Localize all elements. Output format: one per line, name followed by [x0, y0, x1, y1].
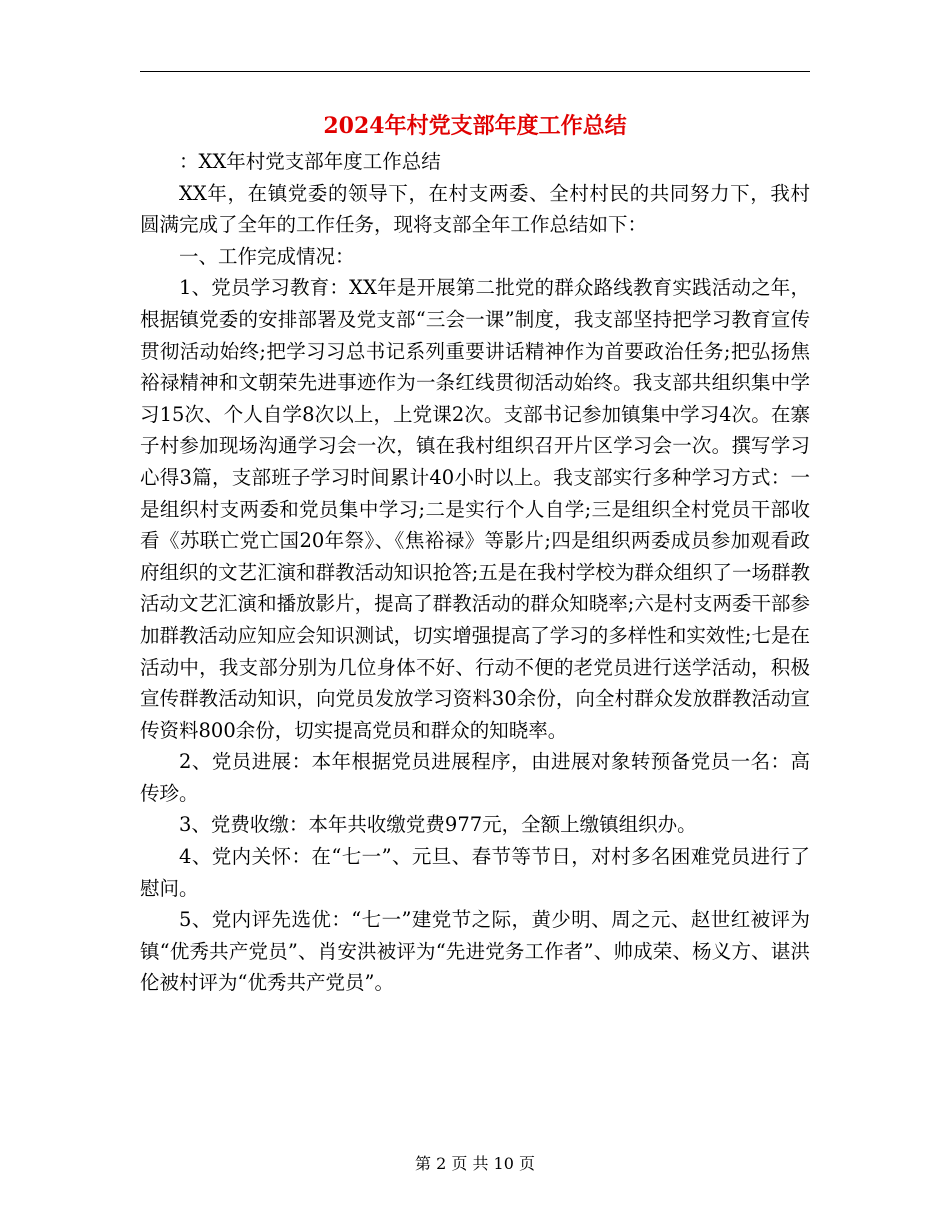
paragraph-item-3: 3、党费收缴：本年共收缴党费977元，全额上缴镇组织办。 [179, 813, 697, 837]
paragraph-subtitle: ：XX年村党支部年度工作总结 [179, 150, 441, 173]
document-body [140, 146, 810, 999]
paragraph-item-2: 2、党员进展：本年根据党员进展程序，由进展对象转预备党员一名：高传珍。 [140, 750, 810, 805]
paragraph-item-5: 5、党内评先选优：“七一”建党节之际，黄少明、周之元、赵世红被评为镇“优秀共产党员”、肖安洪被评为“先进党务工作者”、帅成荣、杨义方、谌洪伦被村评为“优秀共产党员”。 [140, 908, 810, 995]
header-rule [140, 71, 810, 72]
paragraph-item-1: 1、党员学习教育：XX年是开展第二批党的群众路线教育实践活动之年，根据镇党委的安排部署及党支部“三会一课”制度，我支部坚持把学习教育宣传贯彻活动始终;把学习习总书记系列重要讲话精神作为首要政治任务;把弘扬焦裕禄精神和文朝荣先进事迹作为一条红线贯彻活动始终。我支部共组织集中学习15次、个人自学8次以上，上党课2次。支部书记参加镇集中学习4次。在寨子村参加现场沟通学习会一次，镇在我村组织召开片区学习会一次。撰写学习心得3篇，支部班子学习时间累计40小时以上。我支部实行多种学习方式：一是组织村支两委和党员集中学习;二是实行个人自学;三是组织全村党员干部收看《苏联亡党亡国20年祭》、《焦裕禄》等影片;四是组织两委成员参加观看政府组织的文艺汇演和群教活动知识抢答;五是在我村学校为群众组织了一场群教活动文艺汇演和播放影片，提高了群教活动的群众知晓率;六是村支两委干部参加群教活动应知应会知识测试，切实增强提高了学习的多样性和实效性;七是在活动中，我支部分别为几位身体不好、行动不便的老党员进行送学活动，积极宣传群教活动知识，向党员发放学习资料30余份，向全村群众发放群教活动宣传资料800余份，切实提高党员和群众的知晓率。 [140, 276, 810, 742]
document-title: 2024年村党支部年度工作总结 [323, 113, 627, 139]
paragraph-item-4: 4、党内关怀：在“七一”、元旦、春节等节日，对村多名困难党员进行了慰问。 [140, 845, 810, 900]
paragraph-intro: XX年，在镇党委的领导下，在村支两委、全村村民的共同努力下，我村圆满完成了全年的工作任务，现将支部全年工作总结如下： [140, 181, 810, 237]
page-number-footer: 第 2 页 共 10 页 [415, 1154, 535, 1173]
paragraph-section-heading: 一、工作完成情况： [179, 244, 355, 268]
